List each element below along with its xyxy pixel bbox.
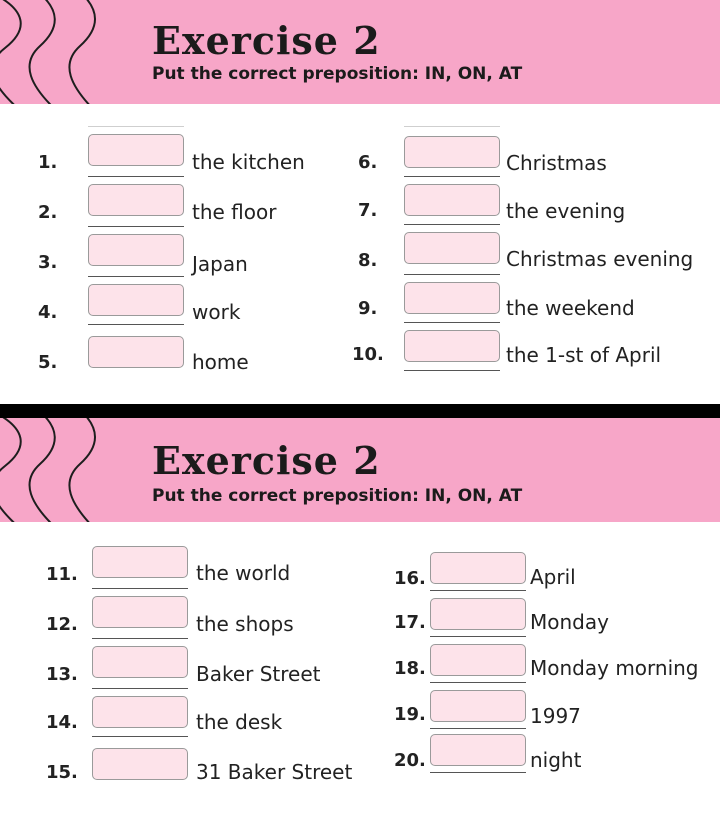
item-text: work: [192, 300, 241, 324]
item-number: 20.: [394, 750, 426, 771]
answer-underline: [92, 736, 188, 737]
answer-box[interactable]: [92, 748, 188, 780]
item-text: the shops: [196, 612, 294, 636]
answer-underline: [92, 688, 188, 689]
answer-box[interactable]: [92, 696, 188, 728]
item-number: 9.: [358, 298, 378, 319]
answer-underline: [404, 370, 500, 371]
item-text: 31 Baker Street: [196, 760, 353, 784]
item-number: 2.: [38, 202, 58, 223]
worksheet-card-1: [0, 0, 720, 404]
exercise-instruction: Put the correct preposition: IN, ON, AT: [152, 486, 523, 506]
answer-box[interactable]: [404, 330, 500, 362]
item-text: the weekend: [506, 296, 635, 320]
item-text: the world: [196, 561, 291, 585]
item-number: 6.: [358, 152, 378, 173]
item-text: home: [192, 350, 249, 374]
answer-underline: [92, 588, 188, 589]
answer-underline: [404, 322, 500, 323]
answer-box[interactable]: [88, 184, 184, 216]
answer-box[interactable]: [430, 552, 526, 584]
answer-box[interactable]: [88, 336, 184, 368]
answer-underline: [88, 324, 184, 325]
item-number: 12.: [46, 614, 78, 635]
squiggle-decoration-icon: [0, 418, 110, 522]
item-text: the evening: [506, 199, 626, 223]
item-number: 19.: [394, 704, 426, 725]
answer-underline: [404, 224, 500, 225]
exercise-title: Exercise 2: [152, 438, 381, 483]
answer-underline: [430, 590, 526, 591]
item-number: 13.: [46, 664, 78, 685]
answer-underline: [404, 274, 500, 275]
item-text: Japan: [192, 252, 248, 276]
exercise-title: Exercise 2: [152, 18, 381, 63]
divider: [404, 126, 500, 127]
answer-underline: [430, 636, 526, 637]
answer-underline: [88, 276, 184, 277]
answer-underline: [88, 226, 184, 227]
answer-box[interactable]: [92, 646, 188, 678]
item-text: Christmas evening: [506, 247, 694, 271]
item-number: 18.: [394, 658, 426, 679]
item-text: the floor: [192, 200, 277, 224]
item-number: 8.: [358, 250, 378, 271]
answer-underline: [404, 176, 500, 177]
item-number: 3.: [38, 252, 58, 273]
answer-underline: [430, 772, 526, 773]
header-banner: [0, 0, 720, 104]
item-text: Christmas: [506, 151, 607, 175]
item-text: the kitchen: [192, 150, 305, 174]
item-number: 16.: [394, 568, 426, 589]
answer-box[interactable]: [92, 546, 188, 578]
answer-box[interactable]: [430, 644, 526, 676]
answer-box[interactable]: [430, 690, 526, 722]
item-text: the desk: [196, 710, 283, 734]
item-text: Monday morning: [530, 656, 699, 680]
item-text: 1997: [530, 704, 581, 728]
answer-underline: [88, 176, 184, 177]
item-text: Monday: [530, 610, 609, 634]
item-number: 1.: [38, 152, 58, 173]
item-number: 7.: [358, 200, 378, 221]
divider: [88, 126, 184, 127]
item-text: night: [530, 748, 582, 772]
answer-box[interactable]: [88, 134, 184, 166]
answer-box[interactable]: [404, 136, 500, 168]
item-text: April: [530, 565, 576, 589]
answer-box[interactable]: [88, 284, 184, 316]
worksheet-card-2: [0, 418, 720, 825]
answer-underline: [430, 728, 526, 729]
item-number: 14.: [46, 712, 78, 733]
item-number: 10.: [352, 344, 384, 365]
answer-underline: [92, 638, 188, 639]
item-text: the 1-st of April: [506, 343, 662, 367]
answer-box[interactable]: [88, 234, 184, 266]
answer-box[interactable]: [404, 232, 500, 264]
squiggle-decoration-icon: [0, 0, 110, 104]
item-number: 15.: [46, 762, 78, 783]
item-text: Baker Street: [196, 662, 321, 686]
answer-box[interactable]: [404, 282, 500, 314]
item-number: 11.: [46, 564, 78, 585]
answer-box[interactable]: [430, 734, 526, 766]
item-number: 17.: [394, 612, 426, 633]
answer-underline: [430, 682, 526, 683]
answer-box[interactable]: [404, 184, 500, 216]
item-number: 5.: [38, 352, 58, 373]
answer-box[interactable]: [430, 598, 526, 630]
item-number: 4.: [38, 302, 58, 323]
exercise-instruction: Put the correct preposition: IN, ON, AT: [152, 64, 523, 84]
answer-box[interactable]: [92, 596, 188, 628]
header-banner: [0, 418, 720, 522]
